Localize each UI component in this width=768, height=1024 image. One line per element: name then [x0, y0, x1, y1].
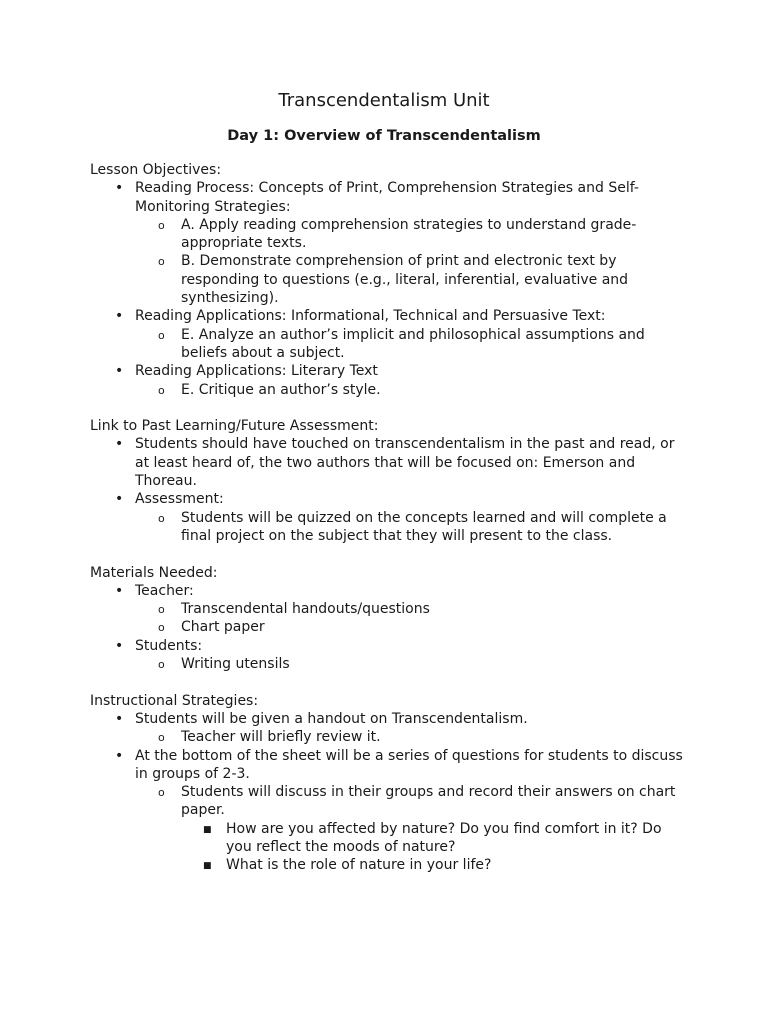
- list-item-text: Students should have touched on transcendentalism in the past and read, or at least heard of, the two authors that will be focused on: Emerson and Thoreau.: [135, 436, 675, 490]
- circle-bullet-icon: o: [158, 218, 165, 232]
- circle-bullet-icon: o: [158, 328, 165, 342]
- list-item: [90, 252, 690, 307]
- list-item: [90, 179, 690, 216]
- list-item-text: Teacher will briefly review it.: [181, 729, 381, 746]
- objectives-section: [90, 161, 690, 399]
- list-item: [90, 600, 690, 618]
- list-item-text: Students:: [135, 637, 203, 654]
- list-item: [90, 618, 690, 636]
- circle-bullet-icon: o: [158, 383, 165, 397]
- materials-section: [90, 564, 690, 674]
- objectives-list: [90, 179, 690, 399]
- section-heading: Lesson Objectives:: [90, 162, 222, 178]
- square-bullet-icon: ■: [203, 824, 212, 835]
- bullet-icon: •: [115, 582, 124, 599]
- list-item-text: Reading Applications: Informational, Technical and Persuasive Text:: [135, 308, 606, 325]
- bullet-icon: •: [115, 436, 124, 453]
- list-item: [90, 216, 690, 253]
- list-item-text: Assessment:: [135, 491, 224, 508]
- bullet-icon: •: [115, 747, 124, 764]
- bullet-icon: •: [115, 710, 124, 727]
- list-item: [90, 490, 690, 508]
- document-title: Transcendentalism Unit: [278, 90, 490, 111]
- list-item-text: B. Demonstrate comprehension of print and electronic text by responding to questions (e.g., literal, inferential, evaluative and synthesizing).: [181, 253, 629, 307]
- list-item: [90, 381, 690, 399]
- bullet-icon: •: [115, 363, 124, 380]
- square-bullet-icon: ■: [203, 861, 212, 872]
- list-item: [90, 435, 690, 490]
- list-item-text: What is the role of nature in your life?: [226, 857, 492, 874]
- circle-bullet-icon: o: [158, 731, 165, 745]
- strategies-section: [90, 692, 690, 875]
- bullet-icon: •: [115, 180, 124, 197]
- list-item: [90, 307, 690, 325]
- list-item: [90, 747, 690, 784]
- document-body: [90, 161, 690, 893]
- list-item-text: Reading Applications: Literary Text: [135, 363, 378, 380]
- link-list: [90, 435, 690, 545]
- list-item-text: How are you affected by nature? Do you find comfort in it? Do you reflect the moods of nature?: [226, 820, 662, 855]
- strategies-list: [90, 710, 690, 875]
- list-item-text: Students will be quizzed on the concepts learned and will complete a final project on the subject that they will present to the class.: [181, 509, 667, 544]
- list-item-text: Writing utensils: [181, 656, 290, 673]
- circle-bullet-icon: o: [158, 255, 165, 269]
- section-heading: Link to Past Learning/Future Assessment:: [90, 418, 379, 435]
- list-item-text: E. Analyze an author’s implicit and philosophical assumptions and beliefs about a subject.: [181, 326, 645, 361]
- bullet-icon: •: [115, 308, 124, 325]
- list-item-text: Transcendental handouts/questions: [181, 601, 430, 618]
- list-item: [90, 362, 690, 380]
- materials-list: [90, 582, 690, 673]
- list-item: [90, 728, 690, 746]
- list-item-text: E. Critique an author’s style.: [181, 381, 381, 398]
- list-item-text: Students will discuss in their groups and record their answers on chart paper.: [181, 784, 676, 819]
- document-subtitle: Day 1: Overview of Transcendentalism: [227, 128, 541, 144]
- list-item: [90, 710, 690, 728]
- list-item: [90, 783, 690, 820]
- bullet-icon: •: [115, 491, 124, 508]
- list-item-text: Teacher:: [135, 582, 194, 599]
- list-item: [90, 637, 690, 655]
- list-item: [90, 856, 690, 874]
- list-item: [90, 582, 690, 600]
- circle-bullet-icon: o: [158, 511, 165, 525]
- link-section: [90, 417, 690, 545]
- bullet-icon: •: [115, 637, 124, 654]
- list-item: [90, 655, 690, 673]
- list-item: [90, 820, 690, 857]
- section-heading: Materials Needed:: [90, 564, 218, 581]
- section-heading: Instructional Strategies:: [90, 692, 259, 709]
- circle-bullet-icon: o: [158, 658, 165, 672]
- list-item: [90, 326, 690, 363]
- list-item-text: At the bottom of the sheet will be a series of questions for students to discuss in groups of 2-3.: [135, 747, 683, 782]
- circle-bullet-icon: o: [158, 786, 165, 800]
- list-item-text: Chart paper: [181, 619, 265, 636]
- list-item: [90, 509, 690, 546]
- circle-bullet-icon: o: [158, 603, 165, 617]
- list-item-text: A. Apply reading comprehension strategies to understand grade-appropriate texts.: [181, 216, 637, 252]
- list-item-text: Students will be given a handout on Transcendentalism.: [135, 710, 528, 727]
- circle-bullet-icon: o: [158, 621, 165, 635]
- list-item-text: Reading Process: Concepts of Print, Comprehension Strategies and Self-Monitoring Strategies:: [135, 180, 639, 215]
